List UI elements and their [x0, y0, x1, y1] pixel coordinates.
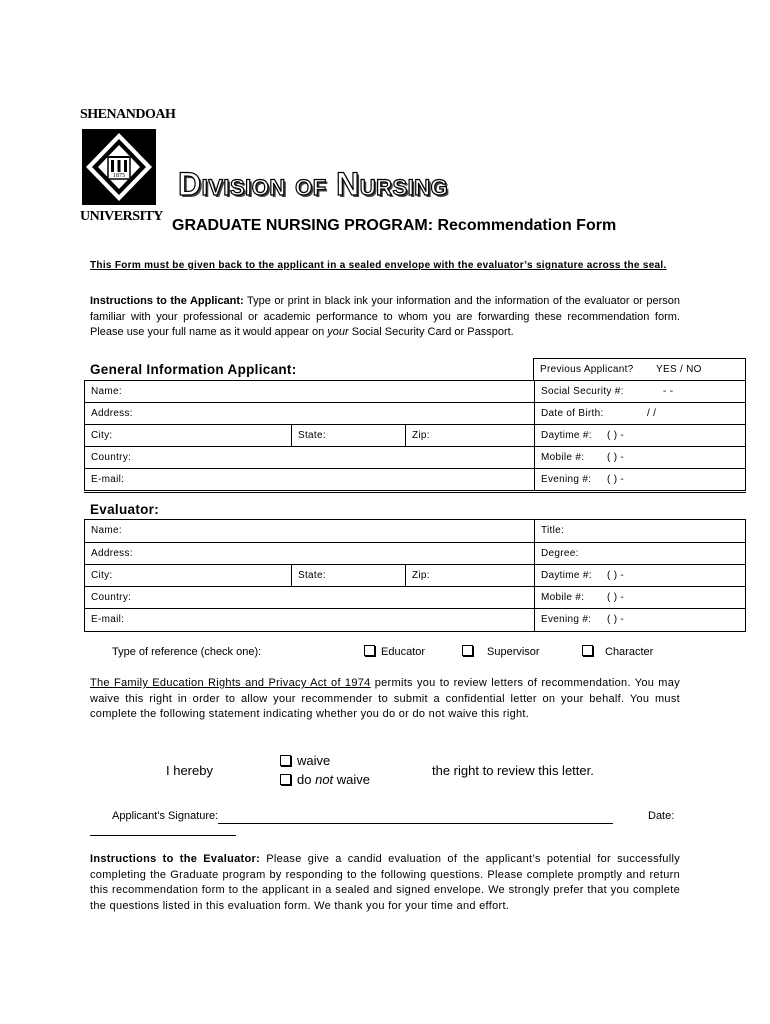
evaluator-city-field[interactable]: City:: [91, 570, 113, 581]
date-field[interactable]: [90, 835, 236, 836]
table-row: [84, 446, 746, 468]
page-title: Division of Nursing: [178, 166, 449, 202]
evaluator-instructions-label: Instructions to the Evaluator:: [90, 853, 261, 865]
evaluator-mobile-field[interactable]: Mobile #: ( ) -: [534, 587, 747, 608]
logo-emblem-icon: [80, 127, 158, 207]
evaluator-zip-field[interactable]: Zip:: [405, 565, 534, 586]
applicant-ssn-field[interactable]: Social Security #: - -: [534, 381, 747, 402]
applicant-daytime-field[interactable]: Daytime #: ( ) -: [534, 425, 747, 446]
applicant-state-field[interactable]: State:: [291, 425, 405, 446]
waive-option[interactable]: waive: [280, 752, 330, 770]
applicant-instructions-emphasis: your: [327, 326, 349, 338]
waiver-prefix: I hereby: [166, 763, 213, 778]
checkbox-icon[interactable]: [582, 645, 593, 656]
form-subtitle: GRADUATE NURSING PROGRAM: Recommendation Form: [172, 217, 617, 234]
waiver-suffix: the right to review this letter.: [432, 763, 594, 778]
applicant-mobile-field[interactable]: Mobile #: ( ) -: [534, 447, 747, 468]
applicant-city-field[interactable]: City:: [91, 430, 113, 441]
table-row: [85, 608, 745, 631]
ferpa-text: permits you to review letters of recommendation. You may waive this right in order to allow your recommender to submit a confidential letter on your behalf. You must complete the following statement indicating whether you do or do not waive this right.: [90, 677, 680, 720]
dob-separators: / /: [647, 408, 657, 419]
phone-mask: ( ) -: [607, 614, 625, 625]
applicant-instructions-label: Instructions to the Applicant:: [90, 295, 244, 307]
applicant-evening-field[interactable]: Evening #: ( ) -: [534, 469, 747, 490]
phone-mask: ( ) -: [607, 570, 625, 581]
previous-applicant-label: Previous Applicant?: [540, 364, 634, 375]
phone-mask: ( ) -: [607, 474, 625, 485]
table-row: [85, 564, 745, 586]
logo-top-text: SHENANDOAH: [80, 107, 176, 122]
applicant-table: [84, 358, 746, 493]
signature-field[interactable]: [218, 809, 613, 824]
reference-type-row: [112, 643, 672, 661]
table-row: [84, 380, 746, 402]
signature-label: Applicant’s Signature:: [112, 810, 219, 822]
applicant-dob-field[interactable]: Date of Birth: / /: [534, 403, 747, 424]
yes-no-options[interactable]: YES / NO: [656, 364, 702, 375]
evaluator-degree-field[interactable]: Degree:: [534, 543, 747, 564]
phone-mask: ( ) -: [607, 592, 625, 603]
date-label: Date:: [648, 810, 675, 822]
applicant-email-field[interactable]: E-mail:: [91, 474, 125, 485]
evaluator-table: [84, 519, 746, 632]
table-row: [84, 468, 746, 491]
signature-row: [112, 808, 682, 824]
applicant-instructions: [90, 294, 680, 341]
applicant-country-field[interactable]: Country:: [91, 452, 132, 463]
evaluator-country-field[interactable]: Country:: [91, 592, 132, 603]
table-row: [85, 520, 745, 542]
ferpa-act-name: The Family Education Rights and Privacy Act of 1974: [90, 677, 371, 689]
applicant-instructions-text-1: Type or print in black ink your information and the information of the evaluator or person familiar with your professional or academic performance to whom you are forwarding these recommendation form. Please use your full name as it would appear on: [90, 295, 680, 338]
previous-applicant-field[interactable]: [533, 358, 746, 380]
reference-option-character[interactable]: Character: [582, 643, 653, 661]
evaluator-state-field[interactable]: State:: [291, 565, 405, 586]
evaluator-address-field[interactable]: Address:: [91, 548, 133, 559]
evaluator-section-heading: Evaluator:: [90, 502, 160, 517]
reference-option-supervisor[interactable]: Supervisor: [462, 643, 540, 661]
do-not-waive-option[interactable]: do not waive: [280, 771, 370, 789]
logo-year: 1875: [113, 173, 125, 179]
table-row: [84, 358, 746, 380]
evaluator-name-field[interactable]: Name:: [91, 525, 122, 536]
sealed-envelope-notice: This Form must be given back to the applicant in a sealed envelope with the evaluator’s signature across the seal.: [90, 260, 667, 271]
evaluator-daytime-field[interactable]: Daytime #: ( ) -: [534, 565, 747, 586]
reference-type-label: Type of reference (check one):: [112, 646, 262, 658]
ssn-separators: - -: [663, 386, 674, 397]
applicant-section-heading: General Information Applicant:: [90, 362, 297, 377]
reference-option-educator[interactable]: Educator: [364, 643, 425, 661]
table-row: [85, 586, 745, 608]
logo-bottom-text: UNIVERSITY: [80, 209, 163, 224]
evaluator-instructions-text: Please give a candid evaluation of the applicant’s potential for successfully completing the Graduate program by responding to the following questions. Please complete promptly and return this recommendation form to the applicant in a sealed and signed envelope. We strongly prefer that you complete the questions listed in this evaluation form. We thank you for your time and effort.: [90, 853, 680, 912]
table-row: [85, 542, 745, 564]
phone-mask: ( ) -: [607, 452, 625, 463]
university-logo: [80, 105, 176, 227]
applicant-zip-field[interactable]: Zip:: [405, 425, 534, 446]
checkbox-icon[interactable]: [280, 755, 291, 766]
phone-mask: ( ) -: [607, 430, 625, 441]
checkbox-icon[interactable]: [462, 645, 473, 656]
applicant-address-field[interactable]: Address:: [91, 408, 133, 419]
evaluator-email-field[interactable]: E-mail:: [91, 614, 125, 625]
applicant-instructions-text-2: Social Security Card or Passport.: [348, 326, 514, 338]
evaluator-instructions: [90, 852, 680, 914]
evaluator-evening-field[interactable]: Evening #: ( ) -: [534, 609, 747, 631]
applicant-name-field[interactable]: Name:: [91, 386, 122, 397]
checkbox-icon[interactable]: [364, 645, 375, 656]
table-row: [84, 402, 746, 424]
table-row: [84, 424, 746, 446]
checkbox-icon[interactable]: [280, 774, 291, 785]
ferpa-statement: [90, 676, 680, 723]
evaluator-title-field[interactable]: Title:: [534, 520, 747, 542]
